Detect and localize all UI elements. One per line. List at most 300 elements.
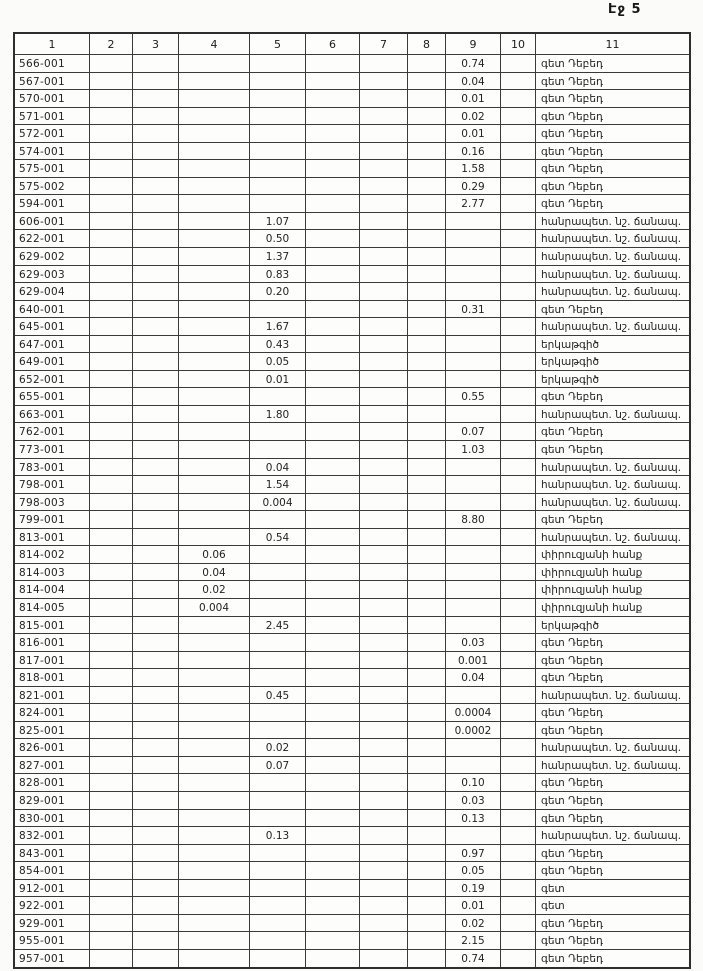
cell-col2 xyxy=(90,950,133,968)
cell-col3 xyxy=(133,862,179,880)
cell-description: գետ Դեբեդ xyxy=(536,178,689,196)
cell-col3 xyxy=(133,459,179,477)
cell-col9-value: 0.0004 xyxy=(446,704,501,722)
cell-col8 xyxy=(408,774,446,792)
cell-col5-value: 0.05 xyxy=(250,353,306,371)
cell-col3 xyxy=(133,213,179,231)
cell-col2 xyxy=(90,810,133,828)
cell-col5-value: 0.43 xyxy=(250,336,306,354)
cell-col5-value xyxy=(250,73,306,91)
cell-col6 xyxy=(306,230,360,248)
cell-col2 xyxy=(90,301,133,319)
cell-code: 629-004 xyxy=(15,283,90,301)
cell-col7 xyxy=(360,318,408,336)
table-row xyxy=(15,652,689,670)
cell-col7 xyxy=(360,792,408,810)
cell-col4-value xyxy=(179,652,250,670)
cell-col5-value: 1.67 xyxy=(250,318,306,336)
cell-col3 xyxy=(133,406,179,424)
cell-col8 xyxy=(408,178,446,196)
cell-col7 xyxy=(360,950,408,968)
cell-col5-value xyxy=(250,178,306,196)
cell-col8 xyxy=(408,160,446,178)
cell-col10 xyxy=(501,634,536,652)
cell-col6 xyxy=(306,266,360,284)
cell-col3 xyxy=(133,599,179,617)
cell-col10 xyxy=(501,845,536,863)
cell-col5-value xyxy=(250,511,306,529)
cell-description: գետ Դեբեդ xyxy=(536,634,689,652)
cell-col8 xyxy=(408,880,446,898)
cell-col8 xyxy=(408,406,446,424)
cell-col8 xyxy=(408,213,446,231)
cell-col2 xyxy=(90,371,133,389)
cell-col8 xyxy=(408,55,446,73)
cell-code: 567-001 xyxy=(15,73,90,91)
cell-col2 xyxy=(90,774,133,792)
cell-col6 xyxy=(306,459,360,477)
column-header: 9 xyxy=(446,34,501,55)
cell-description: գետ Դեբեդ xyxy=(536,669,689,687)
table-row xyxy=(15,950,689,968)
cell-col8 xyxy=(408,722,446,740)
cell-code: 575-001 xyxy=(15,160,90,178)
cell-col10 xyxy=(501,388,536,406)
table-row xyxy=(15,915,689,933)
cell-col2 xyxy=(90,862,133,880)
cell-code: 622-001 xyxy=(15,230,90,248)
cell-col4-value xyxy=(179,125,250,143)
cell-col5-value: 0.54 xyxy=(250,529,306,547)
cell-col10 xyxy=(501,160,536,178)
cell-col7 xyxy=(360,213,408,231)
table-row xyxy=(15,178,689,196)
cell-col4-value xyxy=(179,617,250,635)
cell-description: հանրապետ. նշ. ճանապ. xyxy=(536,283,689,301)
table-row xyxy=(15,353,689,371)
cell-col5-value xyxy=(250,55,306,73)
cell-col4-value xyxy=(179,423,250,441)
cell-col8 xyxy=(408,318,446,336)
cell-col6 xyxy=(306,722,360,740)
table-row xyxy=(15,634,689,652)
cell-col5-value xyxy=(250,388,306,406)
cell-col4-value xyxy=(179,371,250,389)
cell-col6 xyxy=(306,73,360,91)
cell-col2 xyxy=(90,336,133,354)
cell-col6 xyxy=(306,581,360,599)
cell-code: 629-003 xyxy=(15,266,90,284)
cell-col2 xyxy=(90,652,133,670)
cell-code: 815-001 xyxy=(15,617,90,635)
cell-col5-value: 1.80 xyxy=(250,406,306,424)
cell-col5-value xyxy=(250,581,306,599)
cell-code: 824-001 xyxy=(15,704,90,722)
cell-col10 xyxy=(501,283,536,301)
cell-code: 663-001 xyxy=(15,406,90,424)
cell-col8 xyxy=(408,230,446,248)
cell-description: գետ Դեբեդ xyxy=(536,423,689,441)
cell-col7 xyxy=(360,230,408,248)
cell-col4-value xyxy=(179,932,250,950)
cell-col6 xyxy=(306,406,360,424)
cell-description: գետ Դեբեդ xyxy=(536,125,689,143)
cell-col2 xyxy=(90,757,133,775)
cell-col5-value xyxy=(250,108,306,126)
cell-col2 xyxy=(90,687,133,705)
cell-col7 xyxy=(360,195,408,213)
cell-code: 829-001 xyxy=(15,792,90,810)
cell-col5-value: 0.20 xyxy=(250,283,306,301)
cell-description: գետ xyxy=(536,897,689,915)
cell-col6 xyxy=(306,423,360,441)
cell-col10 xyxy=(501,932,536,950)
cell-col8 xyxy=(408,108,446,126)
cell-col8 xyxy=(408,581,446,599)
cell-description: գետ Դեբեդ xyxy=(536,652,689,670)
table-row xyxy=(15,160,689,178)
cell-col10 xyxy=(501,652,536,670)
cell-code: 854-001 xyxy=(15,862,90,880)
cell-description: երկաթգիծ xyxy=(536,371,689,389)
cell-col8 xyxy=(408,757,446,775)
cell-code: 817-001 xyxy=(15,652,90,670)
cell-col10 xyxy=(501,546,536,564)
cell-col7 xyxy=(360,564,408,582)
column-header: 8 xyxy=(408,34,446,55)
cell-col5-value xyxy=(250,90,306,108)
cell-col7 xyxy=(360,55,408,73)
cell-col3 xyxy=(133,371,179,389)
cell-col9-value: 0.29 xyxy=(446,178,501,196)
cell-col4-value xyxy=(179,529,250,547)
cell-col5-value xyxy=(250,546,306,564)
cell-col9-value xyxy=(446,459,501,477)
cell-col3 xyxy=(133,55,179,73)
cell-col3 xyxy=(133,722,179,740)
cell-col9-value: 0.07 xyxy=(446,423,501,441)
cell-code: 652-001 xyxy=(15,371,90,389)
column-header: 2 xyxy=(90,34,133,55)
cell-description: հանրապետ. նշ. ճանապ. xyxy=(536,827,689,845)
cell-col7 xyxy=(360,388,408,406)
cell-code: 566-001 xyxy=(15,55,90,73)
cell-col6 xyxy=(306,862,360,880)
cell-col6 xyxy=(306,388,360,406)
cell-col5-value xyxy=(250,774,306,792)
cell-col3 xyxy=(133,704,179,722)
cell-col10 xyxy=(501,739,536,757)
cell-col2 xyxy=(90,564,133,582)
cell-col10 xyxy=(501,248,536,266)
cell-col4-value xyxy=(179,441,250,459)
cell-col6 xyxy=(306,810,360,828)
table-row xyxy=(15,441,689,459)
cell-col2 xyxy=(90,739,133,757)
cell-col9-value: 0.74 xyxy=(446,950,501,968)
cell-col10 xyxy=(501,792,536,810)
cell-description: հանրապետ. նշ. ճանապ. xyxy=(536,494,689,512)
cell-col8 xyxy=(408,827,446,845)
column-header: 3 xyxy=(133,34,179,55)
cell-col6 xyxy=(306,950,360,968)
cell-col5-value: 0.04 xyxy=(250,459,306,477)
cell-code: 640-001 xyxy=(15,301,90,319)
cell-col2 xyxy=(90,73,133,91)
table-row xyxy=(15,283,689,301)
table-row xyxy=(15,266,689,284)
cell-description: գետ Դեբեդ xyxy=(536,774,689,792)
cell-col3 xyxy=(133,950,179,968)
cell-col4-value xyxy=(179,915,250,933)
cell-col4-value xyxy=(179,774,250,792)
table-row xyxy=(15,301,689,319)
cell-col4-value xyxy=(179,669,250,687)
table-row xyxy=(15,739,689,757)
table-row xyxy=(15,897,689,915)
table-row xyxy=(15,336,689,354)
cell-col9-value xyxy=(446,757,501,775)
cell-col10 xyxy=(501,950,536,968)
table-row xyxy=(15,862,689,880)
cell-col9-value xyxy=(446,248,501,266)
cell-col3 xyxy=(133,845,179,863)
cell-code: 798-003 xyxy=(15,494,90,512)
table-row xyxy=(15,511,689,529)
cell-col5-value xyxy=(250,950,306,968)
cell-col10 xyxy=(501,862,536,880)
cell-col4-value xyxy=(179,739,250,757)
cell-col5-value: 1.37 xyxy=(250,248,306,266)
table-row xyxy=(15,827,689,845)
cell-col9-value: 0.04 xyxy=(446,669,501,687)
cell-description: գետ Դեբեդ xyxy=(536,511,689,529)
cell-description: հանրապետ. նշ. ճանապ. xyxy=(536,213,689,231)
cell-col9-value xyxy=(446,687,501,705)
cell-col4-value xyxy=(179,845,250,863)
cell-col6 xyxy=(306,476,360,494)
cell-col5-value xyxy=(250,652,306,670)
cell-code: 655-001 xyxy=(15,388,90,406)
cell-col2 xyxy=(90,230,133,248)
table-row xyxy=(15,546,689,564)
cell-col10 xyxy=(501,810,536,828)
cell-col2 xyxy=(90,318,133,336)
cell-col5-value xyxy=(250,862,306,880)
cell-col5-value xyxy=(250,423,306,441)
cell-description: գետ Դեբեդ xyxy=(536,301,689,319)
cell-col3 xyxy=(133,248,179,266)
cell-col4-value xyxy=(179,792,250,810)
cell-code: 575-002 xyxy=(15,178,90,196)
cell-col2 xyxy=(90,283,133,301)
cell-description: գետ Դեբեդ xyxy=(536,845,689,863)
cell-col4-value xyxy=(179,880,250,898)
page-number-label: Էջ 5 xyxy=(608,2,642,17)
cell-col2 xyxy=(90,388,133,406)
cell-col9-value: 0.97 xyxy=(446,845,501,863)
cell-col3 xyxy=(133,792,179,810)
cell-code: 814-002 xyxy=(15,546,90,564)
cell-description: հանրապետ. նշ. ճանապ. xyxy=(536,248,689,266)
cell-col7 xyxy=(360,248,408,266)
cell-col10 xyxy=(501,880,536,898)
cell-col4-value xyxy=(179,722,250,740)
cell-col9-value: 1.58 xyxy=(446,160,501,178)
cell-code: 922-001 xyxy=(15,897,90,915)
table-row xyxy=(15,880,689,898)
cell-col9-value: 2.77 xyxy=(446,195,501,213)
cell-col2 xyxy=(90,423,133,441)
cell-col9-value: 0.31 xyxy=(446,301,501,319)
cell-col8 xyxy=(408,792,446,810)
table-row xyxy=(15,213,689,231)
cell-col4-value xyxy=(179,406,250,424)
cell-col8 xyxy=(408,915,446,933)
cell-col8 xyxy=(408,143,446,161)
cell-col2 xyxy=(90,634,133,652)
cell-col4-value xyxy=(179,950,250,968)
cell-col9-value: 0.001 xyxy=(446,652,501,670)
cell-col4-value xyxy=(179,195,250,213)
cell-col6 xyxy=(306,108,360,126)
cell-col8 xyxy=(408,810,446,828)
cell-col7 xyxy=(360,739,408,757)
cell-code: 571-001 xyxy=(15,108,90,126)
cell-col2 xyxy=(90,617,133,635)
cell-col6 xyxy=(306,511,360,529)
table-row xyxy=(15,564,689,582)
cell-col3 xyxy=(133,687,179,705)
cell-col8 xyxy=(408,266,446,284)
cell-description: փիրուզյանի հանք xyxy=(536,581,689,599)
cell-col8 xyxy=(408,599,446,617)
cell-col8 xyxy=(408,897,446,915)
cell-col8 xyxy=(408,739,446,757)
cell-col2 xyxy=(90,845,133,863)
cell-col7 xyxy=(360,845,408,863)
cell-col8 xyxy=(408,529,446,547)
cell-col3 xyxy=(133,388,179,406)
cell-col2 xyxy=(90,546,133,564)
cell-col5-value: 0.01 xyxy=(250,371,306,389)
cell-col10 xyxy=(501,704,536,722)
cell-col9-value xyxy=(446,827,501,845)
cell-col4-value xyxy=(179,459,250,477)
cell-col4-value xyxy=(179,757,250,775)
cell-col8 xyxy=(408,845,446,863)
cell-col7 xyxy=(360,266,408,284)
cell-col5-value xyxy=(250,915,306,933)
cell-col7 xyxy=(360,283,408,301)
cell-col9-value: 0.04 xyxy=(446,73,501,91)
cell-code: 828-001 xyxy=(15,774,90,792)
cell-col7 xyxy=(360,511,408,529)
cell-col3 xyxy=(133,423,179,441)
cell-col3 xyxy=(133,669,179,687)
cell-col10 xyxy=(501,476,536,494)
cell-code: 955-001 xyxy=(15,932,90,950)
cell-col7 xyxy=(360,617,408,635)
cell-col3 xyxy=(133,617,179,635)
column-header: 11 xyxy=(536,34,689,55)
cell-col4-value xyxy=(179,336,250,354)
cell-code: 818-001 xyxy=(15,669,90,687)
cell-description: հանրապետ. նշ. ճանապ. xyxy=(536,757,689,775)
cell-col8 xyxy=(408,353,446,371)
cell-col4-value xyxy=(179,634,250,652)
cell-col5-value xyxy=(250,599,306,617)
cell-col7 xyxy=(360,774,408,792)
cell-col4-value: 0.04 xyxy=(179,564,250,582)
cell-col8 xyxy=(408,90,446,108)
cell-col6 xyxy=(306,248,360,266)
cell-col10 xyxy=(501,827,536,845)
cell-col10 xyxy=(501,687,536,705)
cell-col9-value xyxy=(446,546,501,564)
cell-col4-value xyxy=(179,810,250,828)
cell-col7 xyxy=(360,599,408,617)
cell-col7 xyxy=(360,73,408,91)
table-row xyxy=(15,248,689,266)
cell-col5-value xyxy=(250,704,306,722)
cell-col9-value xyxy=(446,213,501,231)
cell-col10 xyxy=(501,143,536,161)
cell-col8 xyxy=(408,301,446,319)
cell-col9-value xyxy=(446,476,501,494)
table-row xyxy=(15,143,689,161)
cell-code: 813-001 xyxy=(15,529,90,547)
cell-col3 xyxy=(133,652,179,670)
cell-description: գետ xyxy=(536,880,689,898)
cell-col6 xyxy=(306,599,360,617)
cell-col6 xyxy=(306,160,360,178)
cell-col5-value xyxy=(250,810,306,828)
cell-col7 xyxy=(360,722,408,740)
cell-col9-value xyxy=(446,599,501,617)
cell-col8 xyxy=(408,73,446,91)
cell-col8 xyxy=(408,652,446,670)
cell-col4-value xyxy=(179,266,250,284)
cell-col2 xyxy=(90,125,133,143)
cell-col9-value: 0.74 xyxy=(446,55,501,73)
cell-col2 xyxy=(90,581,133,599)
cell-col3 xyxy=(133,353,179,371)
cell-col4-value: 0.02 xyxy=(179,581,250,599)
cell-col4-value xyxy=(179,511,250,529)
table-row xyxy=(15,423,689,441)
cell-col9-value: 0.01 xyxy=(446,90,501,108)
table-row xyxy=(15,55,689,73)
cell-col2 xyxy=(90,880,133,898)
cell-col7 xyxy=(360,897,408,915)
cell-col5-value: 2.45 xyxy=(250,617,306,635)
cell-col4-value xyxy=(179,862,250,880)
table-body xyxy=(15,55,689,967)
cell-col7 xyxy=(360,494,408,512)
cell-description: հանրապետ. նշ. ճանապ. xyxy=(536,318,689,336)
cell-col9-value xyxy=(446,230,501,248)
cell-col6 xyxy=(306,55,360,73)
cell-col8 xyxy=(408,459,446,477)
cell-col10 xyxy=(501,318,536,336)
cell-col7 xyxy=(360,810,408,828)
cell-col3 xyxy=(133,897,179,915)
cell-col6 xyxy=(306,669,360,687)
cell-col9-value xyxy=(446,494,501,512)
cell-code: 912-001 xyxy=(15,880,90,898)
cell-col9-value: 0.01 xyxy=(446,125,501,143)
